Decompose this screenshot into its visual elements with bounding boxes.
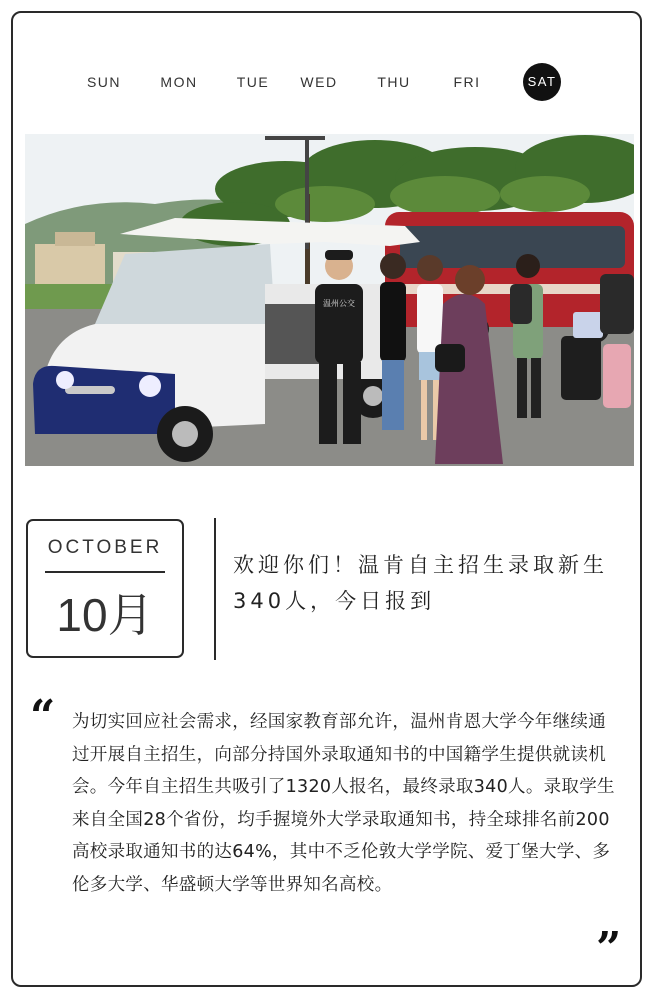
headline: 欢迎你们！温肯自主招生录取新生340人，今日报到 <box>233 553 608 613</box>
guard-badge-text: 温州公交 <box>323 299 355 308</box>
vertical-divider <box>214 518 216 660</box>
close-quote-icon: ” <box>596 923 622 974</box>
open-quote-icon: “ <box>30 691 56 742</box>
day-sat-selected: SAT <box>523 63 561 101</box>
month-label: OCTOBER <box>47 537 163 558</box>
day-label: 10月 <box>56 589 154 641</box>
article-card <box>11 11 642 987</box>
day-sun: SUN <box>86 74 122 90</box>
event-photo <box>25 134 634 466</box>
date-box <box>26 519 184 658</box>
day-tue: TUE <box>236 74 270 90</box>
weekday-bar <box>13 61 644 103</box>
day-wed: WED <box>300 74 338 90</box>
day-thu: THU <box>377 74 411 90</box>
date-divider <box>45 571 165 573</box>
day-mon: MON <box>160 74 198 90</box>
day-fri: FRI <box>453 74 481 90</box>
body-paragraph: 为切实回应社会需求，经国家教育部允许，温州肯恩大学今年继续通过开展自主招生，向部分持国外录取通知书的中国籍学生提供就读机会。今年自主招生共吸引了1320人报名，最终录取340人。录取学生来自全国28个省份，均手握境外大学录取通知书，持全球排名前200高校录取通知书的达64%，其中不乏伦敦大学学院、爱丁堡大学、多伦多大学、华盛顿大学等世界知名高校。 <box>72 712 615 895</box>
